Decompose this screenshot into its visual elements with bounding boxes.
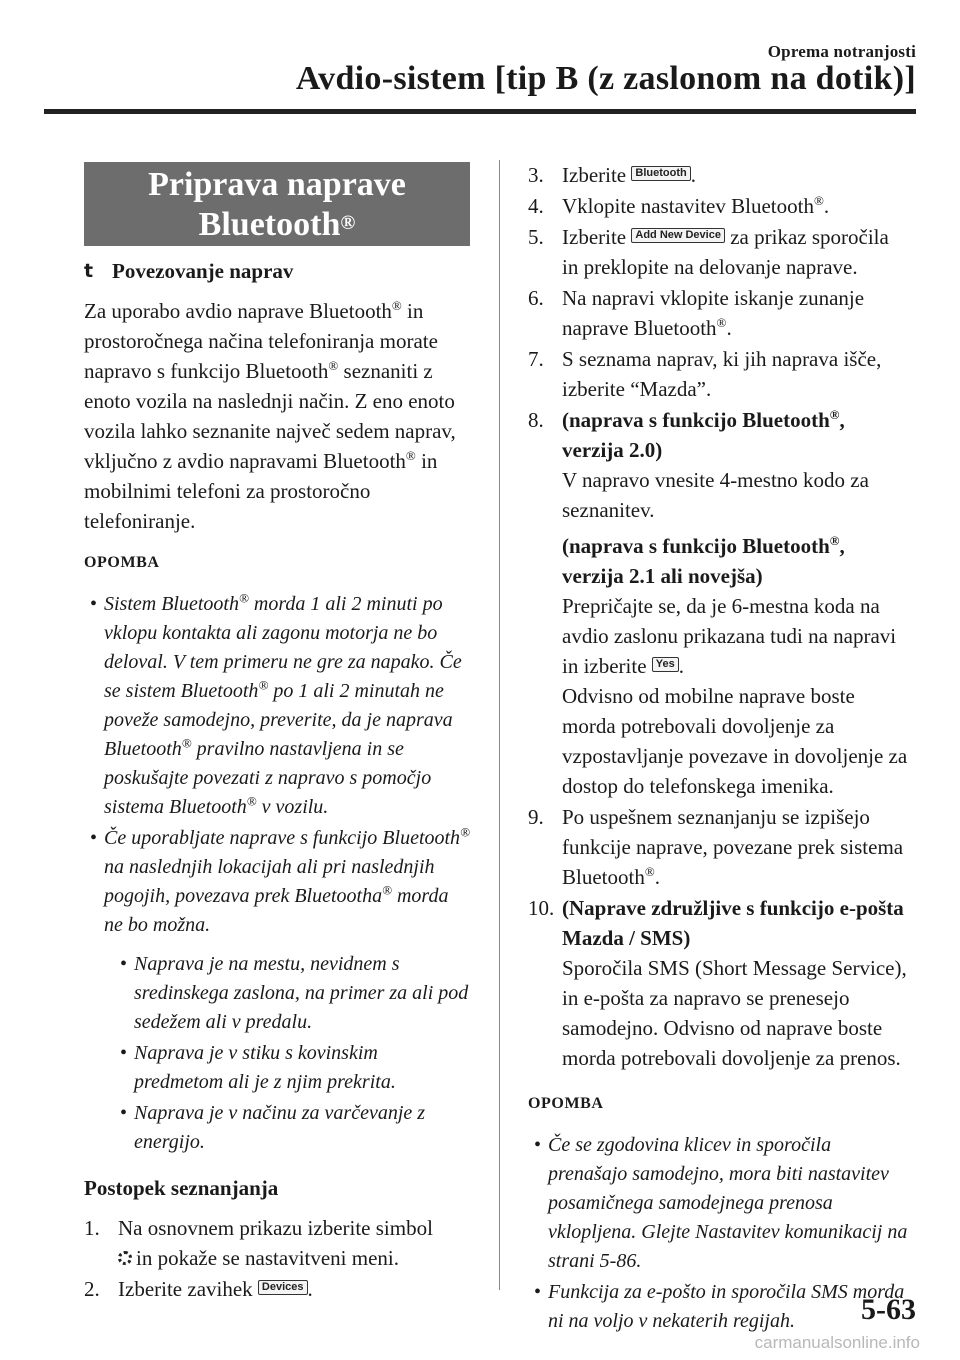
- header-rule: [44, 109, 916, 114]
- intro-paragraph: Za uporabo avdio naprave Bluetooth® in prostoročnega načina telefoniranja morate napravo s funkcijo Bluetooth® seznaniti z enoto vozila na naslednji način. Z eno enoto vozila lahko seznanite največ sedem naprav, vključno z avdio napravami Bluetooth® in mobilnimi telefoni za prostoročno telefoniranje.: [84, 298, 456, 533]
- banner-line-2: Bluetooth®: [198, 206, 356, 243]
- sub-note-item: • Naprava je na mestu, nevidnem s sredinskega zaslona, na primer za ali pod sedežem ali v predalu.: [120, 953, 469, 1033]
- step-7: 7. S seznama naprav, ki jih naprava išče, izberite “Mazda”.: [528, 347, 882, 401]
- note-item: • Če uporabljate naprave s funkcijo Bluetooth® na naslednjih lokacijah ali pri naslednjih pogojih, povezava prek Bluetootha® morda ne bo možna.: [90, 824, 470, 936]
- step-1: 1. Na osnovnem prikazu izberite simbol in pokaže se nastavitveni meni.: [84, 1216, 433, 1270]
- procedure-heading: Postopek seznanjanja: [84, 1176, 279, 1200]
- section-banner: [84, 162, 470, 246]
- step-4: 4. Vklopite nastavitev Bluetooth®.: [528, 193, 830, 218]
- note-list: [528, 1131, 908, 1336]
- step-9: 9. Po uspešnem seznanjanju se izpišejo funkcije naprave, povezane prek sistema Bluetooth®.: [528, 805, 904, 889]
- settings-gear-icon: [118, 1251, 132, 1265]
- step-3: 3. Izberite Bluetooth .: [528, 163, 696, 187]
- note-list: [84, 590, 470, 1157]
- sub-note-item: • Naprava je v načinu za varčevanje z energijo.: [120, 1102, 426, 1153]
- page-number: 5-63: [861, 1293, 916, 1326]
- left-column: [84, 256, 470, 1305]
- step-8: 8. (naprava s funkcijo Bluetooth®, verzija 2.0) V napravo vnesite 4-mestno kodo za seznanitev. (naprava s funkcijo Bluetooth®, verzija 2.1 ali novejša) Prepričajte se, da je 6-mestna koda na avdio zaslonu prikazana tudi na napravi in izberite Yes . Odvisno od mobilne naprave boste morda potrebovali dovoljenje za vzpostavljanje povezave in dovoljenje za dostop do telefonskega imenika.: [528, 407, 908, 798]
- subsection-marker-icon: t: [84, 260, 94, 282]
- column-divider: [499, 160, 500, 1290]
- section-name: Oprema notranjosti: [767, 42, 916, 61]
- note-item: • Sistem Bluetooth® morda 1 ali 2 minuti po vklopu kontakta ali zagonu motorja ne bo deloval. V tem primeru ne gre za napako. Če se sistem Bluetooth® po 1 ali 2 minutah ne poveže samodejno, preverite, da je naprava Bluetooth® pravilno nastavljena in se poskušajte povezati z napravo s pomočjo sistema Bluetooth® v vozilu.: [90, 590, 462, 818]
- step-10: 10. (Naprave združljive s funkcijo e-pošta Mazda / SMS) Sporočila SMS (Short Message Service), in e-pošta za napravo se prenesejo samodejno. Odvisno od naprave boste morda potrebovali dovoljenje za prenos.: [528, 896, 907, 1070]
- sub-note-item: • Naprava je v stiku s kovinskim predmetom ali je z njim prekrita.: [120, 1042, 396, 1093]
- yes-button: Yes: [652, 657, 679, 672]
- subsection-heading: t Povezovanje naprav: [84, 256, 470, 286]
- note-label: OPOMBA: [528, 1095, 604, 1112]
- watermark: carmanualsonline.info: [754, 1333, 920, 1352]
- chapter-title: Avdio-sistem [tip B (z zaslonom na dotik)]: [295, 60, 916, 97]
- note-item: • Če se zgodovina klicev in sporočila prenašajo samodejno, mora biti nastavitev posamičnega samodejnega prenosa vklopljena. Glejte Nastavitev komunikacij na strani 5-86.: [534, 1134, 908, 1272]
- right-column: [528, 160, 908, 1338]
- step-2: 2. Izberite zavihek Devices .: [84, 1277, 313, 1301]
- devices-tab-button: Devices: [258, 1280, 308, 1295]
- note-item: • Funkcija za e-pošto in sporočila SMS morda ni na voljo v nekaterih regijah.: [534, 1281, 905, 1332]
- step-5: 5. Izberite Add New Device za prikaz sporočila in preklopite na delovanje naprave.: [528, 225, 889, 279]
- note-label: OPOMBA: [84, 554, 160, 571]
- add-new-device-button: Add New Device: [631, 228, 725, 243]
- banner-line-1: Priprava naprave: [148, 166, 406, 203]
- bluetooth-button: Bluetooth: [631, 166, 690, 181]
- step-6: 6. Na napravi vklopite iskanje zunanje naprave Bluetooth®.: [528, 286, 865, 340]
